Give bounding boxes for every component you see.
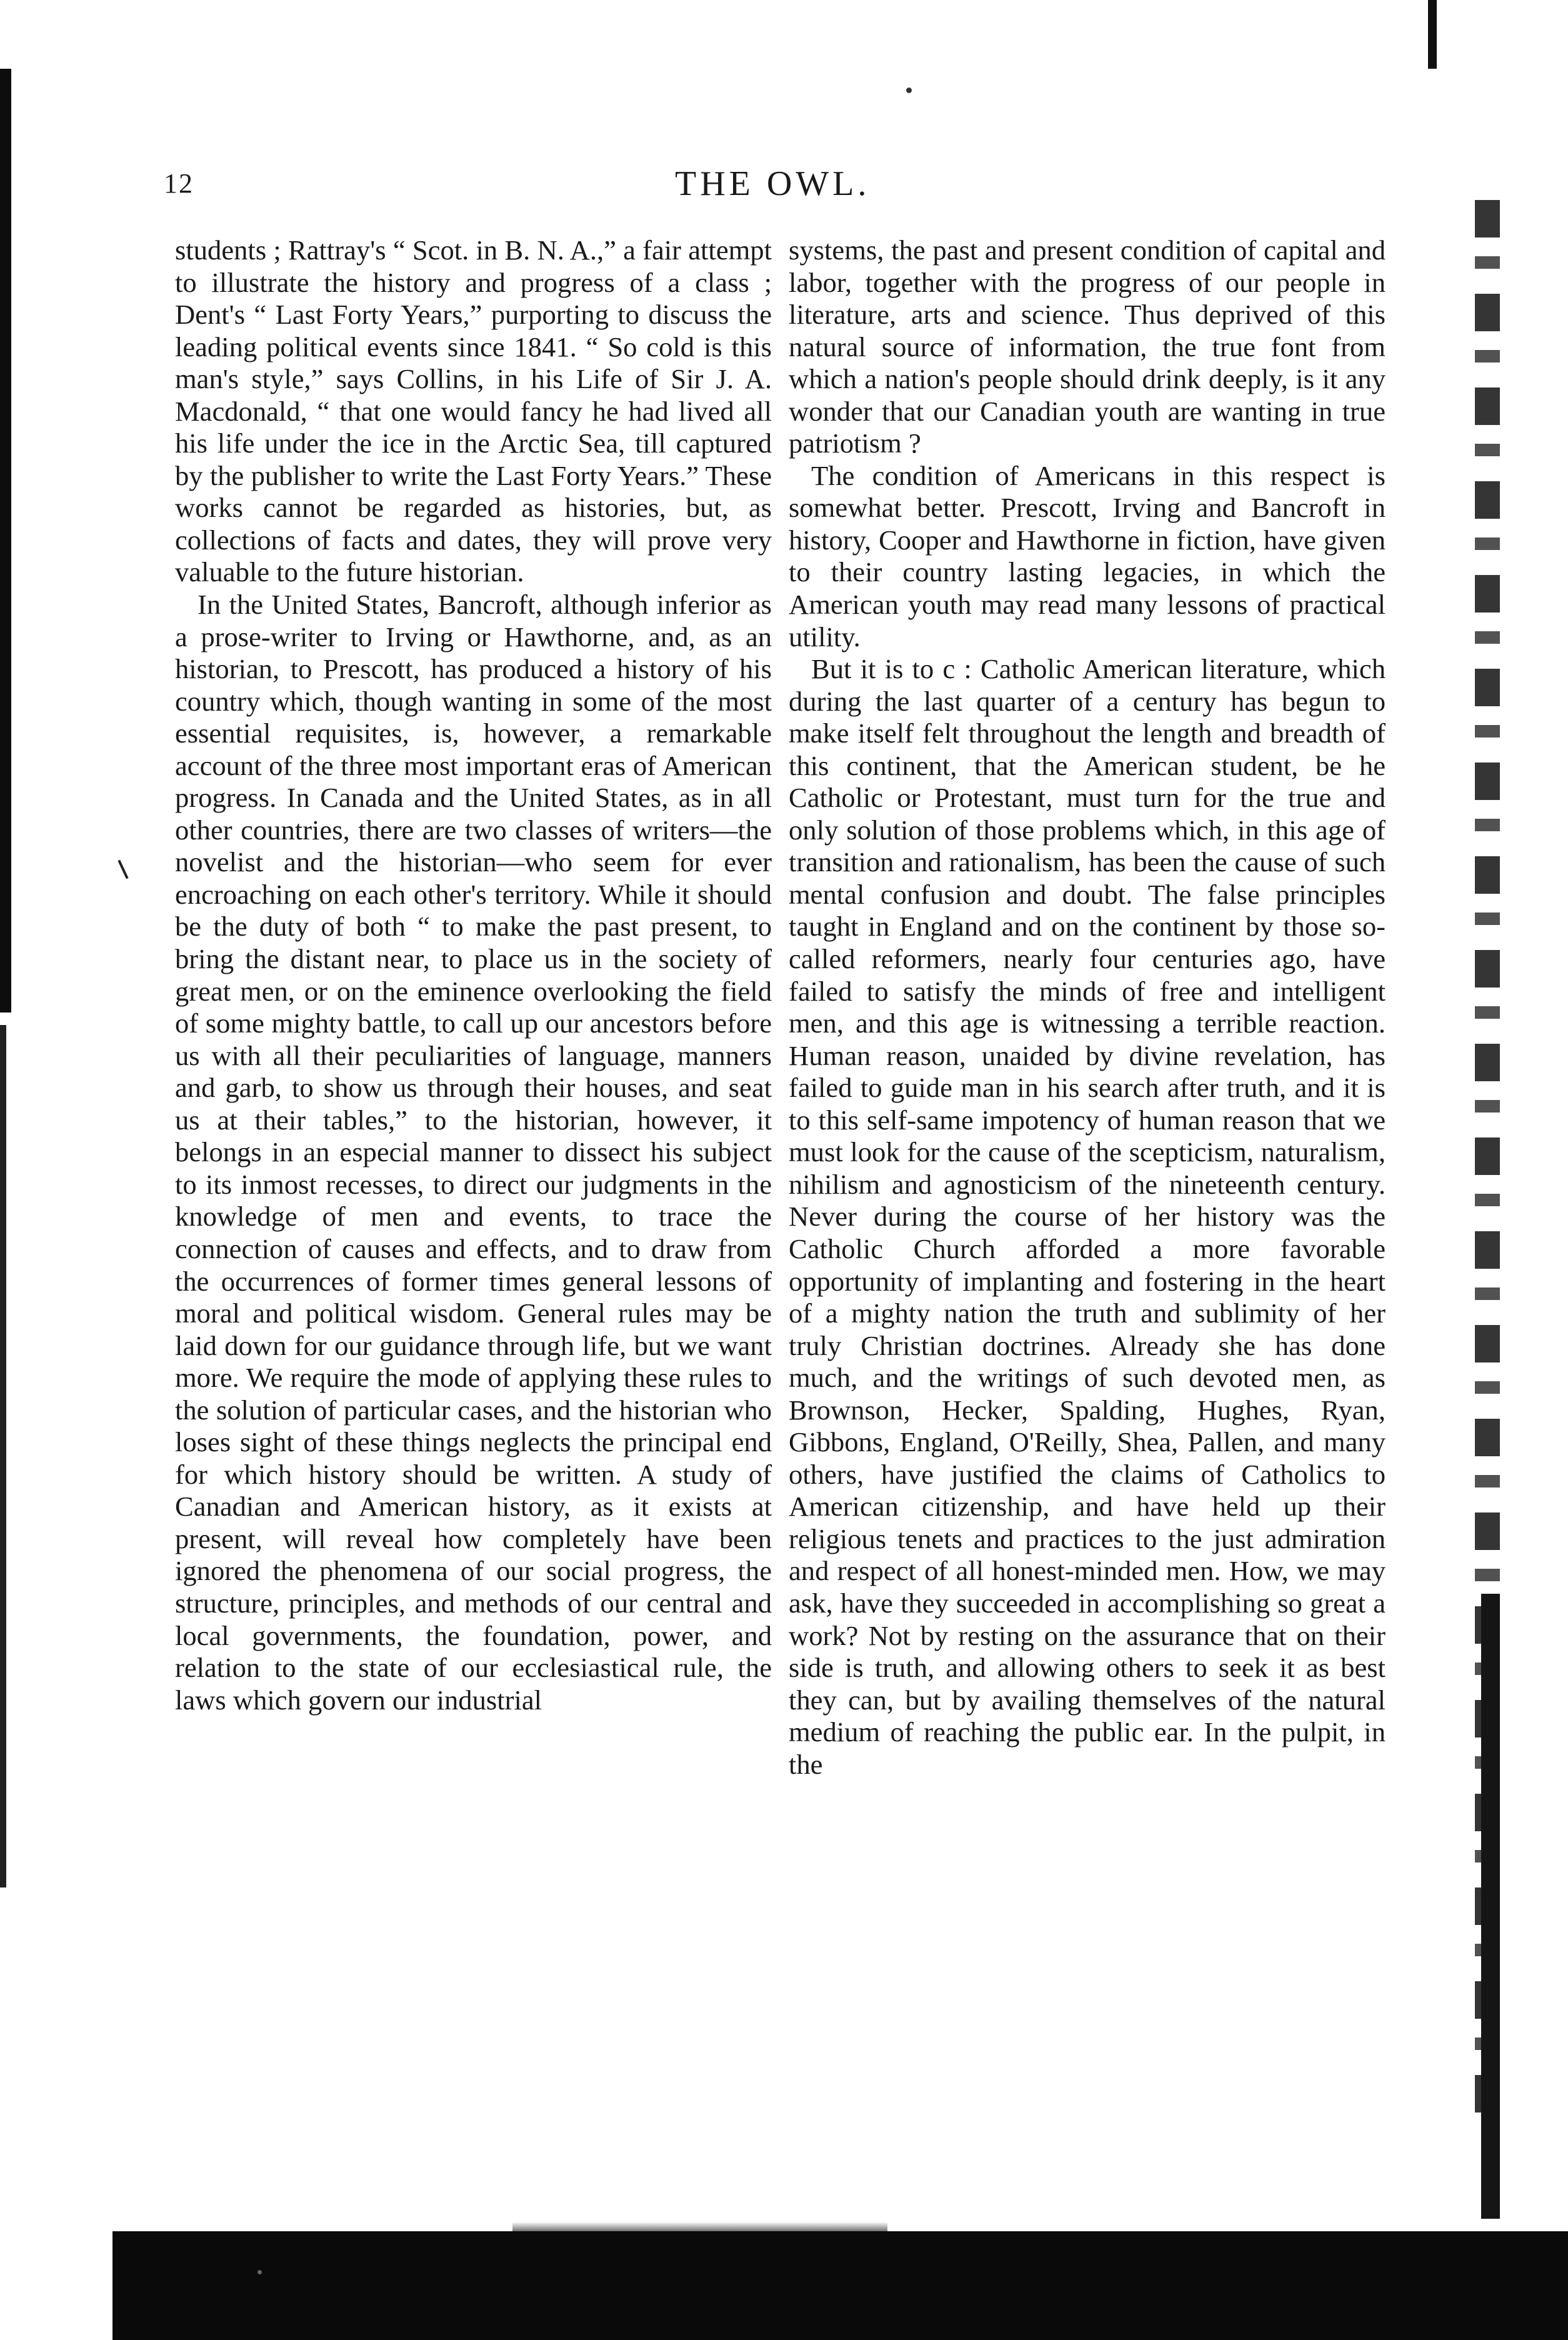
paragraph: But it is to c : Catholic American literature, which during the last quarter of a century has begun to make itself felt throughout the length and breadth of this continent, that the American student, be he Catholic or Protestant, must turn for the true and only solution of those problems which, in this age of transition and rationalism, has been the cause of such mental confusion and doubt. The false principles taught in England and on the continent by those so-called reformers, nearly four centuries ago, have failed to satisfy the minds of free and intelligent men, and this age is witnessing a terrible reaction. Human reason, unaided by divine revelation, has failed to guide man in his search after truth, and it is to this self-same impotency of human reason that we must look for the cause of the scepticism, naturalism, nihilism and agnosticism of the nineteenth century. Never during the course of her history was the Catholic Church afforded a more favorable opportunity of implanting and fostering in the heart of a mighty nation the truth and sublimity of her truly Christian doctrines. Already she has done much, and the writings of such devoted men, as Brownson, Hecker, Spalding, Hughes, Ryan, Gibbons, England, O'Reilly, Shea, Pallen, and many others, have justified the claims of Catholics to American citizenship, and have held up their religious tenets and practices to the just admiration and respect of all honest-minded men. How, we may ask, have they succeeded in accomplishing so great a work? Not by resting on the assurance that on their side is truth, and allowing others to seek it as best they can, but by availing themselves of the natural medium of reaching the public ear. In the pulpit, in the: [789, 653, 1386, 1780]
scan-edge-right-lower: [1481, 1594, 1500, 2219]
running-title: THE OWL.: [675, 164, 871, 203]
paragraph: In the United States, Bancroft, although inferior as a prose-writer to Irving or Hawthorne, and, as an historian, to Prescott, has produced a history of his country which, though wanting in some of the most essential requisites, is, however, a remarkable account of the three most important eras of American progress. In Canada and the United States, as in all other countries, there are two classes of writers—the novelist and the historian—who seem for ever encroaching on each other's territory. While it should be the duty of both “ to make the past present, to bring the distant near, to place us in the society of great men, or on the eminence overlooking the field of some mighty battle, to call up our ancestors before us with all their peculiarities of language, manners and garb, to show us through their houses, and seat us at their tables,” to the historian, however, it belongs in an especial manner to dissect his subject to its inmost recesses, to direct our judgments in the knowledge of men and events, to trace the connection of causes and effects, and to draw from the occurrences of former times general lessons of moral and political wisdom. General rules may be laid down for our guidance through life, but we want more. We require the mode of applying these rules to the solution of particular cases, and the historian who loses sight of these things neglects the principal end for which history should be written. A study of Canadian and American history, as it exists at present, will reveal how completely have been ignored the phenomena of our social progress, the structure, principles, and methods of our central and local governments, the foundation, power, and relation to the state of our ecclesiastical rule, the laws which govern our industrial: [175, 589, 772, 1716]
scan-edge-bottom: [112, 2231, 1568, 2340]
scan-speck: [906, 88, 912, 93]
scan-edge-right-top: [1428, 0, 1437, 69]
paragraph: students ; Rattray's “ Scot. in B. N. A.,” a fair attempt to illustrate the history and progress of a class ; Dent's “ Last Forty Years,” purporting to discuss the leading political events since 1841. “ So cold is this man's style,” says Collins, in his Life of Sir J. A. Macdonald, “ that one would fancy he had lived all his life under the ice in the Arctic Sea, till captured by the publisher to write the Last Forty Years.” These works cannot be regarded as histories, but, as collections of facts and dates, they will prove very valuable to the future historian.: [175, 234, 772, 588]
text-column-left: [175, 234, 772, 1716]
scan-speck: [257, 2270, 262, 2274]
paragraph: The condition of Americans in this respect is somewhat better. Prescott, Irving and Bancroft in history, Cooper and Hawthorne in fiction, have given to their country lasting legacies, in which the American youth may read many lessons of practical utility.: [789, 459, 1386, 652]
scan-mark: [117, 860, 128, 879]
scan-edge-left: [0, 69, 11, 1012]
scan-edge-left-lower: [0, 1025, 6, 1888]
text-column-right: [789, 234, 1386, 1781]
paragraph: systems, the past and present condition of capital and labor, together with the progress of our people in literature, arts and science. Thus deprived of this natural source of information, the true font from which a nation's people should drink deeply, is it any wonder that our Canadian youth are wanting in true patriotism ?: [789, 234, 1386, 459]
page-number: 12: [164, 168, 194, 199]
